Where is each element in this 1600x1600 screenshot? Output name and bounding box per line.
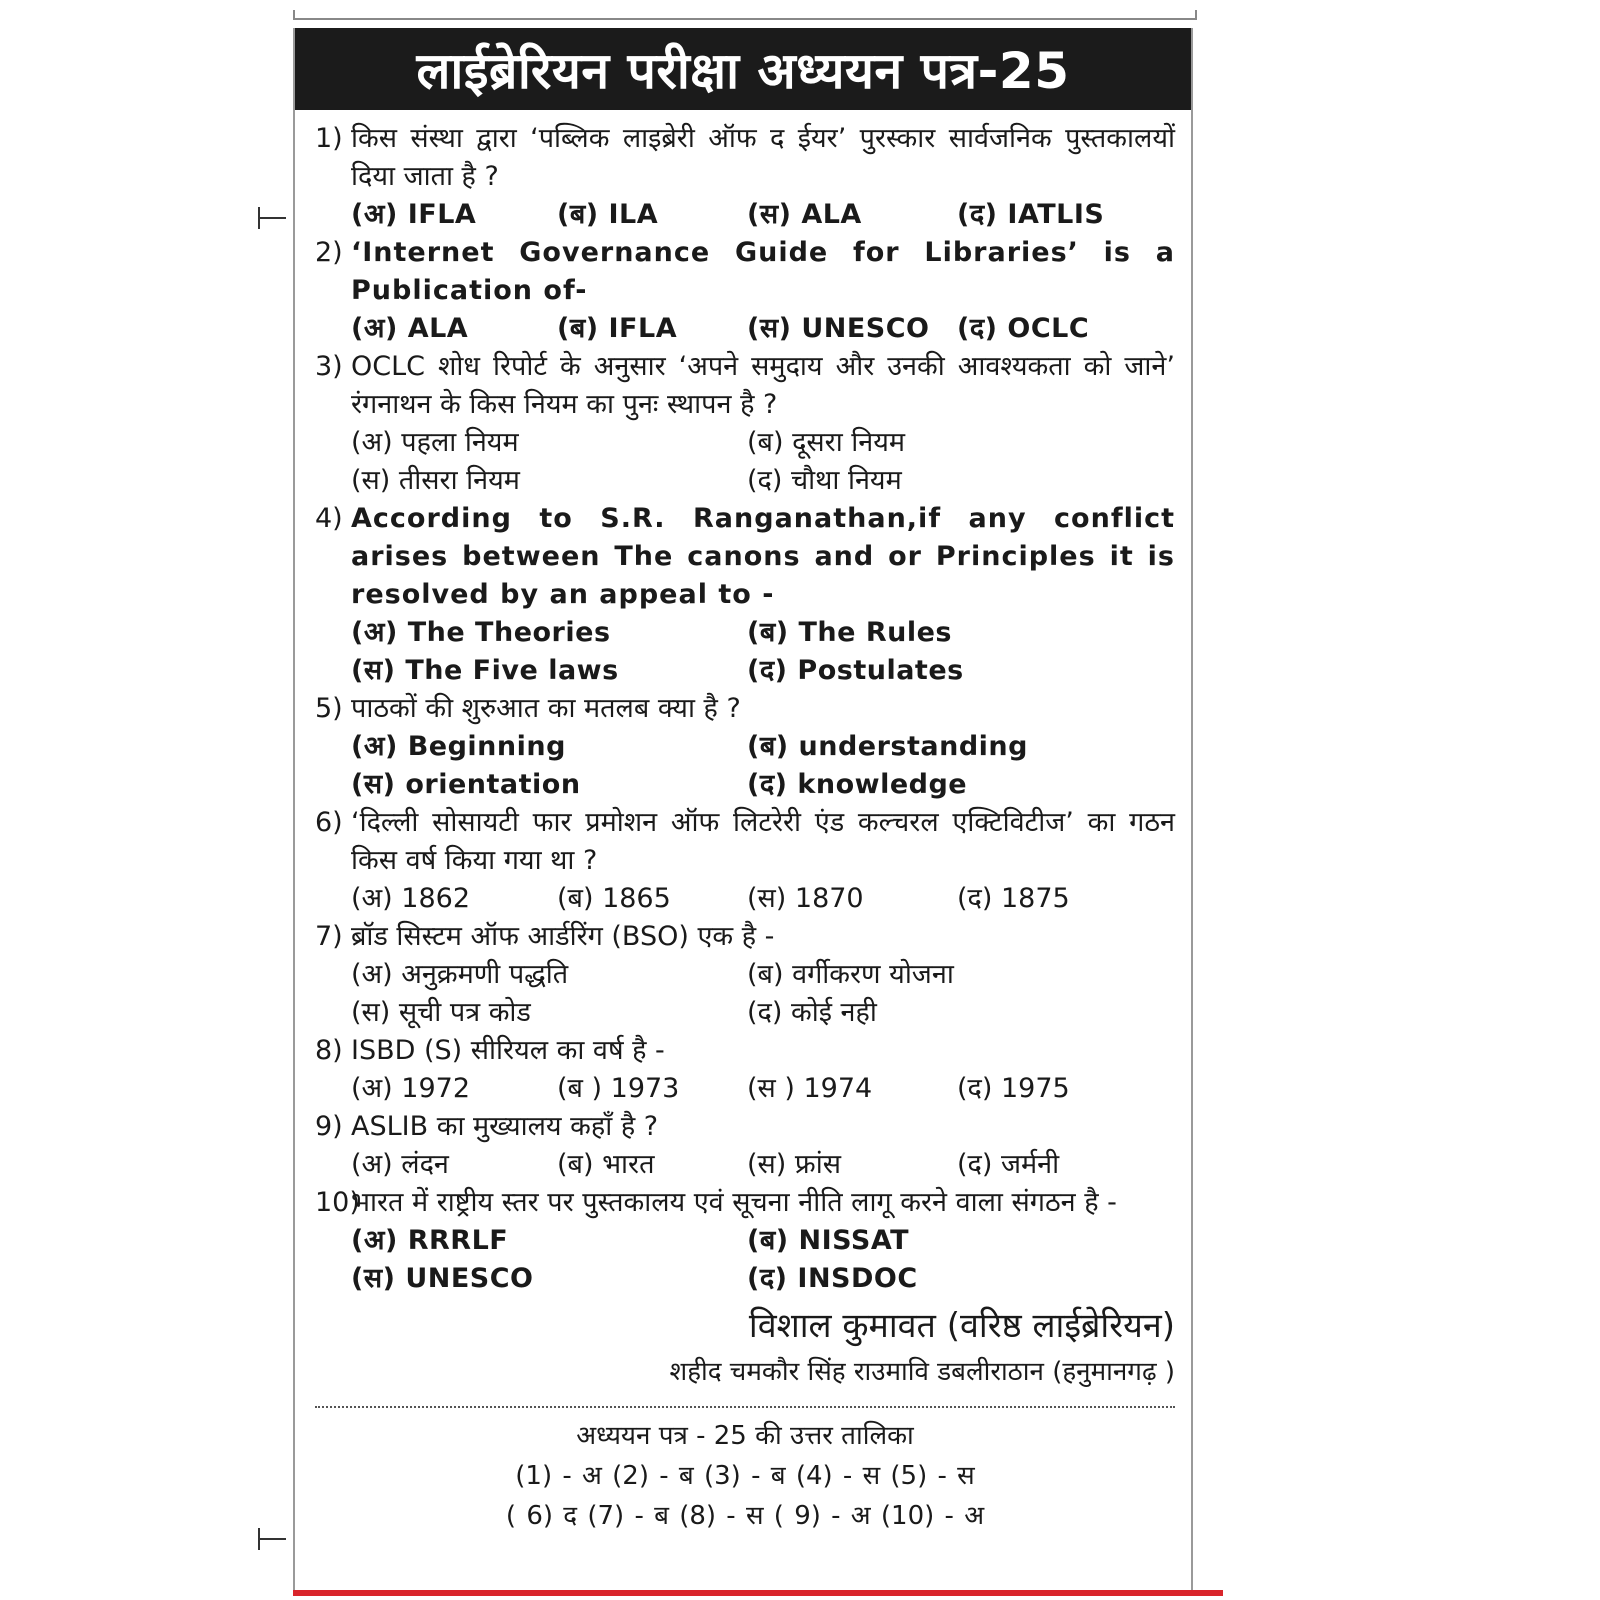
question-list <box>295 110 1191 1536</box>
question-text: ‘Internet Governance Guide for Libraries’ is a Publication of- <box>351 237 1175 306</box>
crop-mark-icon <box>258 217 286 219</box>
option-b: (ब) understanding <box>747 731 1028 762</box>
question-number: 4) <box>315 503 343 534</box>
option-d: (द) knowledge <box>747 769 968 800</box>
option-c: (स) ALA <box>747 199 862 230</box>
options-5 <box>315 728 1175 804</box>
option-c: (स) UNESCO <box>351 1263 534 1294</box>
question-number: 2) <box>315 237 343 268</box>
question-2 <box>315 234 1175 310</box>
question-number: 5) <box>315 693 343 724</box>
option-b: (ब) दूसरा नियम <box>747 427 906 458</box>
answer-key-title: अध्ययन पत्र - 25 की उत्तर तालिका <box>576 1421 914 1451</box>
crop-mark-icon <box>258 1538 286 1540</box>
option-a: (अ) Beginning <box>351 731 566 762</box>
question-9 <box>315 1108 1175 1146</box>
option-d: (द) Postulates <box>747 655 964 686</box>
question-text: ‘दिल्ली सोसायटी फार प्रमोशन ऑफ लिटरेरी एंड कल्चरल एक्टिविटीज’ का गठन किस वर्ष किया गया था ? <box>351 807 1175 876</box>
option-d: (द) चौथा नियम <box>747 465 902 496</box>
option-b: (ब ) 1973 <box>557 1073 680 1104</box>
option-b: (ब) भारत <box>557 1149 655 1180</box>
question-text: पाठकों की शुरुआत का मतलब क्या है ? <box>351 693 741 724</box>
question-number: 6) <box>315 807 343 838</box>
option-b: (ब) 1865 <box>557 883 671 914</box>
option-a: (अ) IFLA <box>351 199 477 230</box>
question-1 <box>315 120 1175 196</box>
option-c: (स ) 1974 <box>747 1073 873 1104</box>
option-d: (द) INSDOC <box>747 1263 918 1294</box>
option-c: (स) orientation <box>351 769 581 800</box>
option-c: (स) 1870 <box>747 883 864 914</box>
option-d: (द) IATLIS <box>957 199 1105 230</box>
answer-key-line-1: (1) - अ (2) - ब (3) - ब (4) - स (5) - स <box>515 1461 975 1491</box>
options-10 <box>315 1222 1175 1298</box>
study-sheet <box>293 28 1193 1590</box>
option-d: (द) OCLC <box>957 313 1090 344</box>
option-c: (स) UNESCO <box>747 313 930 344</box>
question-5 <box>315 690 1175 728</box>
question-text: ब्रॉड सिस्टम ऑफ आर्डरिंग (BSO) एक है - <box>351 921 775 952</box>
options-7 <box>315 956 1175 1032</box>
question-8 <box>315 1032 1175 1070</box>
options-1 <box>315 196 1175 234</box>
question-number: 3) <box>315 351 343 382</box>
option-d: (द) कोई नही <box>747 997 877 1028</box>
options-3 <box>315 424 1175 500</box>
option-c: (स) The Five laws <box>351 655 619 686</box>
answer-key-line-2: ( 6) द (7) - ब (8) - स ( 9) - अ (10) - अ <box>505 1501 985 1531</box>
option-b: (ब) ILA <box>557 199 659 230</box>
option-a: (अ) ALA <box>351 313 469 344</box>
author-name: विशाल कुमावत (वरिष्ठ लाईब्रेरियन) <box>748 1306 1175 1346</box>
options-2 <box>315 310 1175 348</box>
question-7 <box>315 918 1175 956</box>
question-number: 1) <box>315 123 343 154</box>
option-d: (द) जर्मनी <box>957 1149 1060 1180</box>
page-title: लाईब्रेरियन परीक्षा अध्ययन पत्र-25 <box>295 28 1191 110</box>
question-10 <box>315 1184 1175 1222</box>
option-a: (अ) 1862 <box>351 883 470 914</box>
option-d: (द) 1875 <box>957 883 1070 914</box>
bottom-red-rule <box>293 1590 1223 1596</box>
options-6 <box>315 880 1175 918</box>
question-text: OCLC शोध रिपोर्ट के अनुसार ‘अपने समुदाय और उनकी आवश्यकता को जाने’ रंगनाथन के किस नियम का पुनः स्थापन है ? <box>351 351 1175 420</box>
question-text: भारत में राष्ट्रीय स्तर पर पुस्तकालय एवं सूचना नीति लागू करने वाला संगठन है - <box>351 1187 1117 1218</box>
author-school: शहीद चमकौर सिंह राउमावि डबलीराठान (हनुमानगढ़ ) <box>669 1357 1175 1387</box>
crop-frame-top <box>293 10 1197 20</box>
option-a: (अ) लंदन <box>351 1149 449 1180</box>
option-a: (अ) RRRLF <box>351 1225 509 1256</box>
question-text: ISBD (S) सीरियल का वर्ष है - <box>351 1035 665 1066</box>
options-4 <box>315 614 1175 690</box>
question-number: 9) <box>315 1111 343 1142</box>
question-6 <box>315 804 1175 880</box>
options-8 <box>315 1070 1175 1108</box>
question-3 <box>315 348 1175 424</box>
option-c: (स) तीसरा नियम <box>351 465 520 496</box>
option-b: (ब) IFLA <box>557 313 678 344</box>
option-b: (ब) The Rules <box>747 617 952 648</box>
option-c: (स) सूची पत्र कोड <box>351 997 531 1028</box>
option-d: (द) 1975 <box>957 1073 1070 1104</box>
option-c: (स) फ्रांस <box>747 1149 841 1180</box>
question-text: According to S.R. Ranganathan,if any conflict arises between The canons and or Principles it is resolved by an appeal to - <box>351 503 1175 610</box>
option-a: (अ) अनुक्रमणी पद्धति <box>351 959 569 990</box>
divider <box>315 1406 1175 1408</box>
option-a: (अ) 1972 <box>351 1073 470 1104</box>
option-b: (ब) वर्गीकरण योजना <box>747 959 954 990</box>
option-a: (अ) पहला नियम <box>351 427 519 458</box>
option-a: (अ) The Theories <box>351 617 611 648</box>
question-4 <box>315 500 1175 614</box>
question-text: ASLIB का मुख्यालय कहाँ है ? <box>351 1111 659 1142</box>
options-9 <box>315 1146 1175 1184</box>
question-number: 10) <box>315 1187 360 1218</box>
question-text: किस संस्था द्वारा ‘पब्लिक लाइब्रेरी ऑफ द ईयर’ पुरस्कार सार्वजनिक पुस्तकालयों दिया जाता है ? <box>351 123 1175 192</box>
question-number: 7) <box>315 921 343 952</box>
question-number: 8) <box>315 1035 343 1066</box>
option-b: (ब) NISSAT <box>747 1225 910 1256</box>
